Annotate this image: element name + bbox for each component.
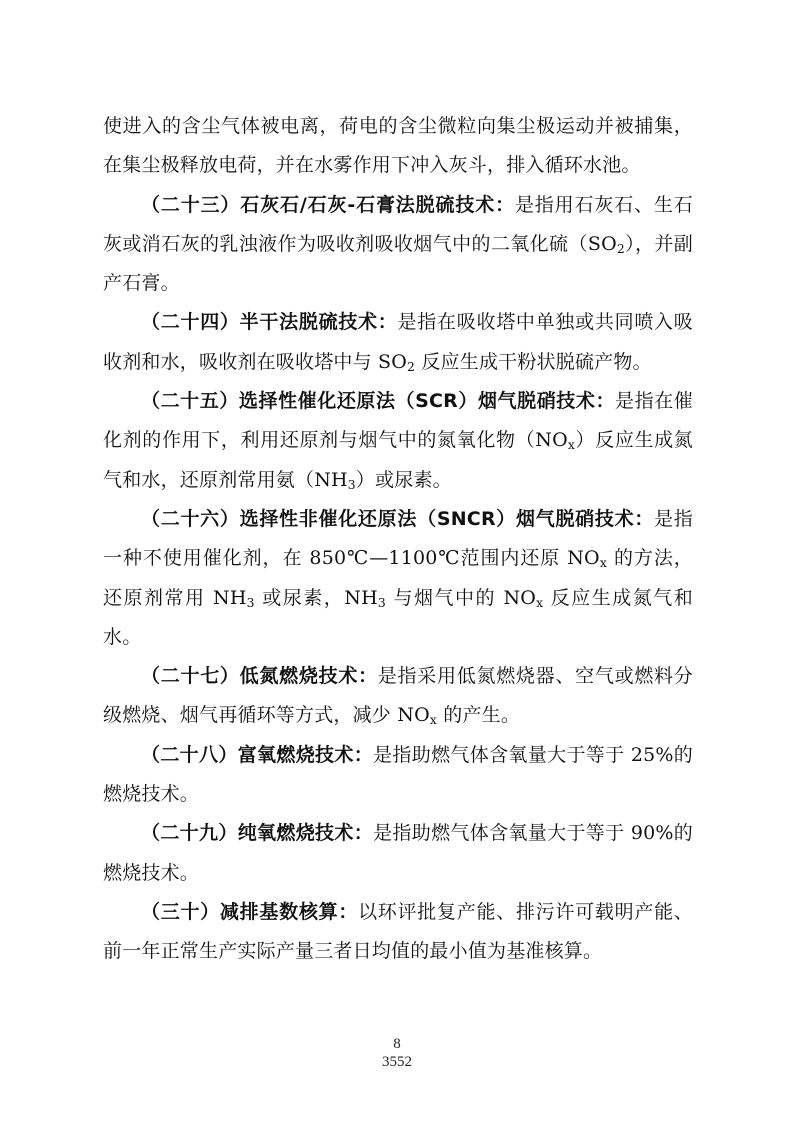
paragraph: [103, 736, 693, 815]
paragraph-text: 是指助燃气体含氧量大于等于 25%的燃烧技术。: [103, 743, 693, 806]
term-heading: （二十三）石灰石/石灰-石膏法脱硫技术：: [141, 193, 515, 216]
paragraph: [103, 382, 693, 500]
term-heading: （二十八）富氧燃烧技术：: [141, 743, 374, 766]
page-number: 8: [393, 1036, 401, 1052]
paragraph-text: 以环评批复产能、排污许可载明产能、前一年正常生产实际产量三者日均值的最小值为基准核算。: [103, 900, 694, 963]
paragraph-text: 是指用石灰石、生石灰或消石灰的乳浊液作为吸收剂吸收烟气中的二氧化硫$(SO_2)$，并副产石膏。: [103, 193, 693, 295]
paragraph-text: 是指在催化剂的作用下，利用还原剂与烟气中的氮氧化物$(NO_x)$反应生成氮气和水，还原剂常用氨$(NH_3)$或尿素。: [103, 390, 693, 492]
paragraph-text: 使进入的含尘气体被电离，荷电的含尘微粒向集尘极运动并被捕集，在集尘极释放电荷，并在水雾作用下冲入灰斗，排入循环水池。: [103, 115, 693, 177]
paragraph-text: 是指采用低氮燃烧器、空气或燃料分级燃烧、烟气再循环等方式，减少 $NO_x$ 的产生。: [103, 665, 693, 728]
term-heading: （二十四）半干法脱硫技术：: [141, 311, 398, 334]
document-body: [103, 107, 693, 972]
paragraph: [103, 303, 693, 382]
paragraph-text: 是指在吸收塔中单独或共同喷入吸收剂和水，吸收剂在吸收塔中与 $SO_2$ 反应生成干粉状脱硫产物。: [103, 311, 693, 374]
paragraph: [103, 107, 693, 186]
paragraph: [103, 500, 693, 657]
paragraph: [103, 657, 693, 736]
paragraph: [103, 893, 693, 972]
term-heading: （二十九）纯氧燃烧技术：: [141, 822, 374, 845]
document-number: 3552: [382, 1054, 412, 1070]
paragraph-text: 是指助燃气体含氧量大于等于 90%的燃烧技术。: [103, 822, 693, 884]
term-heading: （二十七）低氮燃烧技术：: [141, 665, 378, 688]
term-heading: （二十五）选择性催化还原法（SCR）烟气脱硝技术：: [141, 390, 616, 413]
paragraph: [103, 814, 693, 893]
term-heading: （三十）减排基数核算：: [141, 900, 359, 923]
paragraph-text: 是指一种不使用催化剂，在 850℃—1100℃范围内还原 $NO_x$ 的方法，还原剂常用 $NH_3$ 或尿素，$NH_3$ 与烟气中的 $NO_x$ 反应生成氮气和水。: [103, 507, 694, 648]
paragraph: [103, 186, 693, 304]
term-heading: （二十六）选择性非催化还原法（SNCR）烟气脱硝技术：: [141, 507, 655, 530]
